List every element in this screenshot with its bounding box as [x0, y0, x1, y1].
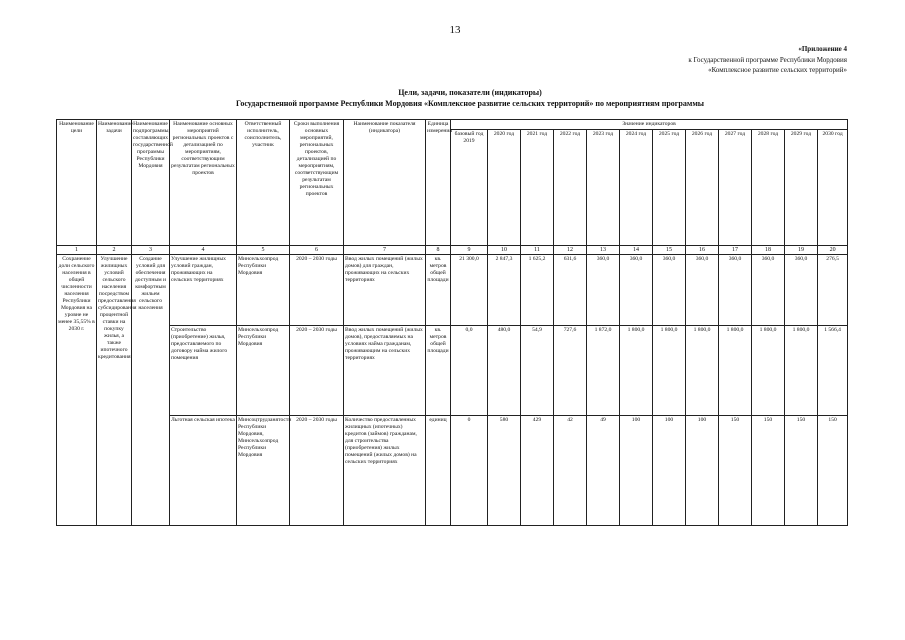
appendix-line-2: к Государственной программе Республики Мордовия — [688, 55, 847, 64]
header-year: 2025 год — [653, 130, 686, 246]
header-year: 2030 год — [818, 130, 848, 246]
column-number: 3 — [132, 246, 170, 255]
column-number: 15 — [653, 246, 686, 255]
header-values-group: Значение индикаторов — [451, 120, 848, 130]
unit-cell: кв. метров общей площади — [426, 326, 451, 416]
table-row — [57, 326, 848, 416]
executor-cell: Минсельхозпрод Республики Мордовия — [237, 326, 290, 416]
executor-cell: Минсоцтрудзанятости Республики Мордовия, Минсельхозпрод Республики Мордовия — [237, 416, 290, 526]
column-number: 12 — [554, 246, 587, 255]
header-year: 2023 год — [587, 130, 620, 246]
value-cell: 0,0 — [451, 326, 488, 416]
indicator-cell: Ввод жилых помещений (жилых домов) для граждан, проживающих на сельских территориях — [344, 255, 426, 326]
header-measure: Наименование основных мероприятий региональных проектов с детализацией по мероприятиям, соответствующим результатам региональных проектов — [170, 120, 237, 246]
value-cell: 276,5 — [818, 255, 848, 326]
value-cell: 100 — [686, 416, 719, 526]
value-cell: 360,0 — [587, 255, 620, 326]
appendix-line-3: «Комплексное развитие сельских территорий» — [708, 66, 847, 74]
column-number: 13 — [587, 246, 620, 255]
value-cell: 360,0 — [752, 255, 785, 326]
appendix-heading — [587, 44, 847, 76]
value-cell: 150 — [785, 416, 818, 526]
header-year: 2027 год — [719, 130, 752, 246]
value-cell: 150 — [719, 416, 752, 526]
column-number: 9 — [451, 246, 488, 255]
table-row — [57, 255, 848, 326]
table-row — [57, 416, 848, 526]
indicators-table — [56, 119, 848, 526]
executor-cell: Минсельхозпрод Республики Мордовия — [237, 255, 290, 326]
value-cell: 580 — [488, 416, 521, 526]
goal-cell: Сохранение доли сельского населения в общей численности населения Республики Мордовия на уровне не менее 35,55% в 2030 г. — [57, 255, 97, 526]
column-number: 20 — [818, 246, 848, 255]
header-year: 2026 год — [686, 130, 719, 246]
value-cell: 480,0 — [488, 326, 521, 416]
title-line-2: Государственной программе Республики Мордовия «Комплексное развитие сельских территорий» по мероприятиям программы — [235, 98, 705, 108]
header-year: 2022 год — [554, 130, 587, 246]
period-cell: 2020 – 2030 годы — [290, 326, 344, 416]
subprogram-cell: Создание условий для обеспечения доступным и комфортным жильем сельского населения — [132, 255, 170, 526]
column-number: 7 — [344, 246, 426, 255]
header-year: 2020 год — [488, 130, 521, 246]
value-cell: 49 — [587, 416, 620, 526]
value-cell: 1 800,0 — [785, 326, 818, 416]
measure-cell: Льготная сельская ипотека — [170, 416, 237, 526]
title-line-1: Цели, задачи, показатели (индикаторы) — [398, 88, 542, 97]
column-number: 5 — [237, 246, 290, 255]
value-cell: 360,0 — [653, 255, 686, 326]
period-cell: 2020 – 2030 годы — [290, 255, 344, 326]
value-cell: 1 800,0 — [620, 326, 653, 416]
measure-cell: Строительство (приобретение) жилья, предоставляемого по договору найма жилого помещения — [170, 326, 237, 416]
value-cell: 42 — [554, 416, 587, 526]
value-cell: 360,0 — [785, 255, 818, 326]
value-cell: 360,0 — [620, 255, 653, 326]
header-unit: Единица измерения — [426, 120, 451, 246]
value-cell: 360,0 — [686, 255, 719, 326]
unit-cell: кв. метров общей площади — [426, 255, 451, 326]
measure-cell: Улучшение жилищных условий граждан, проживающих на сельских территориях — [170, 255, 237, 326]
header-year: 2029 год — [785, 130, 818, 246]
value-cell: 1 625,2 — [521, 255, 554, 326]
value-cell: 1 872,0 — [587, 326, 620, 416]
page-number: 13 — [449, 24, 461, 36]
header-year: 2028 год — [752, 130, 785, 246]
indicator-cell: Количество предоставленных жилищных (ипотечных) кредитов (займов) гражданам, для строительства (приобретения) жилых помещений (жилых домов) на сельских территориях — [344, 416, 426, 526]
period-cell: 2020 – 2030 годы — [290, 416, 344, 526]
header-year: 2024 год — [620, 130, 653, 246]
value-cell: 727,6 — [554, 326, 587, 416]
column-number: 6 — [290, 246, 344, 255]
header-year: 2021 год — [521, 130, 554, 246]
value-cell: 360,0 — [719, 255, 752, 326]
header-goal: Наименование цели — [57, 120, 97, 246]
value-cell: 1 800,0 — [686, 326, 719, 416]
column-number: 16 — [686, 246, 719, 255]
value-cell: 100 — [653, 416, 686, 526]
task-cell: Улучшение жилищных условий сельского населения посредством предоставления субсидирования процентной ставки на покупку жилья, а также ипотечного кредитования — [97, 255, 132, 526]
value-cell: 2 847,3 — [488, 255, 521, 326]
header-indicator: Наименование показателя (индикатора) — [344, 120, 426, 246]
column-number: 1 — [57, 246, 97, 255]
column-number: 10 — [488, 246, 521, 255]
value-cell: 1 800,0 — [719, 326, 752, 416]
column-number: 4 — [170, 246, 237, 255]
value-cell: 631,6 — [554, 255, 587, 326]
header-task: Наименование задачи — [97, 120, 132, 246]
value-cell: 21 300,0 — [451, 255, 488, 326]
value-cell: 0 — [451, 416, 488, 526]
column-number: 19 — [785, 246, 818, 255]
value-cell: 150 — [752, 416, 785, 526]
value-cell: 150 — [818, 416, 848, 526]
document-title — [150, 88, 790, 109]
header-year: базовый год 2019 — [451, 130, 488, 246]
header-executor: Ответственный исполнитель, соисполнитель, участник — [237, 120, 290, 246]
value-cell: 1 800,0 — [752, 326, 785, 416]
indicator-cell: Ввод жилых помещений (жилых домов), предоставляемых на условиях найма гражданам, проживающим на сельских территориях — [344, 326, 426, 416]
column-number: 2 — [97, 246, 132, 255]
column-number: 11 — [521, 246, 554, 255]
column-number: 14 — [620, 246, 653, 255]
column-number: 17 — [719, 246, 752, 255]
value-cell: 1 800,0 — [653, 326, 686, 416]
unit-cell: единиц — [426, 416, 451, 526]
column-number: 18 — [752, 246, 785, 255]
column-number: 8 — [426, 246, 451, 255]
value-cell: 100 — [620, 416, 653, 526]
value-cell: 54,9 — [521, 326, 554, 416]
appendix-line-1: «Приложение 4 — [798, 45, 847, 53]
value-cell: 429 — [521, 416, 554, 526]
header-subprogram: Наименование подпрограммы, составляющих государственной программы Республики Мордовия — [132, 120, 170, 246]
value-cell: 1 566,4 — [818, 326, 848, 416]
header-period: Сроки выполнения основных мероприятий, региональных проектов, детализацией по мероприятиям, соответствующим результатам региональных проектов — [290, 120, 344, 246]
